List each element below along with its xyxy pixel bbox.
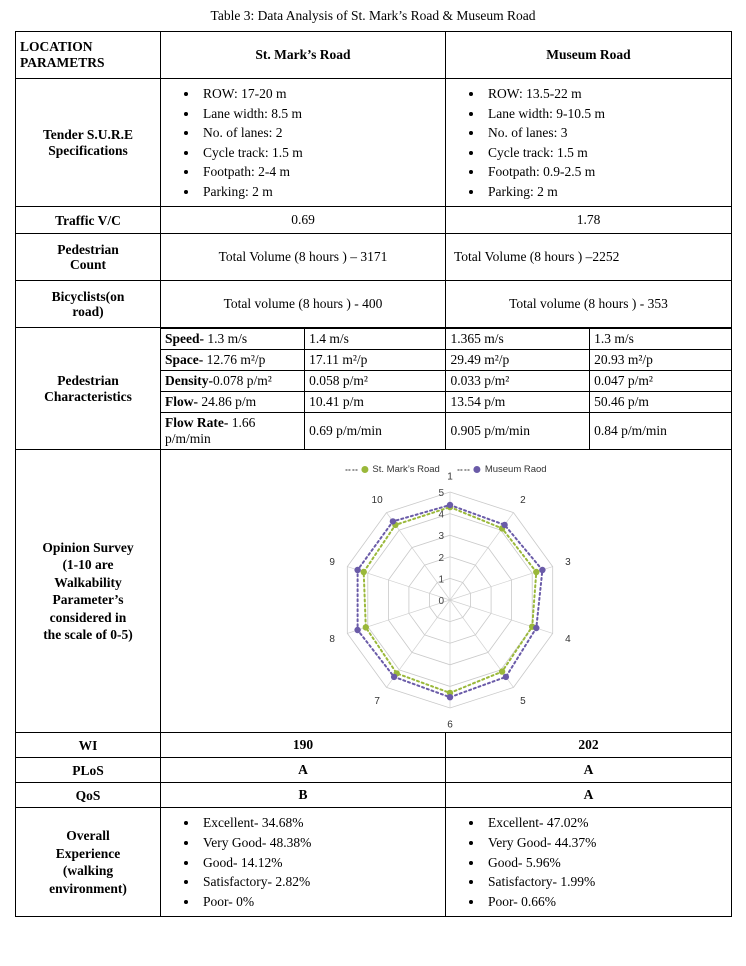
ped-char-label-line2: Characteristics — [44, 388, 132, 404]
metric-name-space: Space- — [165, 352, 204, 368]
pedestrian-count-label-line2: Count — [69, 257, 106, 273]
bicyclists-museum: Total volume (8 hours ) - 353 — [446, 281, 732, 328]
table-row — [161, 371, 731, 392]
list-item: • Good- 5.96% — [484, 853, 727, 873]
table-row-pedestrian-count — [16, 234, 732, 281]
table-row — [161, 413, 731, 450]
list-item: • Satisfactory- 2.82% — [199, 872, 441, 892]
row-label-traffic-vc: Traffic V/C — [16, 207, 161, 234]
metric-name-density: Density- — [165, 373, 213, 389]
metric-speed-c4: 1.3 m/s — [590, 329, 731, 350]
pedestrian-count-museum: Total Volume (8 hours ) –2252 — [446, 234, 732, 281]
plos-st-marks: A — [161, 758, 446, 783]
table-row-bicyclists — [16, 281, 732, 328]
wi-museum: 202 — [446, 733, 732, 758]
metric-density-c2: 0.058 p/m² — [305, 371, 446, 392]
table-row — [161, 392, 731, 413]
legend-dot-icon — [474, 466, 481, 473]
svg-text:9: 9 — [329, 557, 335, 569]
list-item: • Lane width: 8.5 m — [199, 104, 441, 124]
pedestrian-characteristics-grid — [161, 328, 732, 450]
metric-value: 12.76 m²/p — [206, 352, 266, 368]
overall-experience-museum — [446, 808, 732, 917]
list-item: • Cycle track: 1.5 m — [199, 143, 441, 163]
svg-text:5: 5 — [438, 488, 444, 500]
table-row-traffic-vc — [16, 207, 732, 234]
overall-experience-st-marks — [161, 808, 446, 917]
metric-name-speed: Speed- — [165, 331, 205, 347]
row-label-wi: WI — [16, 733, 161, 758]
legend-line-icon — [345, 469, 357, 471]
svg-text:3: 3 — [438, 531, 444, 543]
list-item: • Parking: 2 m — [484, 182, 727, 202]
plos-museum: A — [446, 758, 732, 783]
bicyclists-st-marks: Total volume (8 hours ) - 400 — [161, 281, 446, 328]
metric-flowrate-c2: 0.69 p/m/min — [305, 413, 446, 450]
row-label-overall-experience — [16, 808, 161, 917]
row-label-qos: QoS — [16, 783, 161, 808]
list-item: • Very Good- 48.38% — [199, 833, 441, 853]
opinion-survey-chart-cell — [161, 450, 732, 733]
table-row-qos — [16, 783, 732, 808]
qos-museum: A — [446, 783, 732, 808]
data-analysis-table — [15, 31, 732, 917]
metric-flow-c2: 10.41 p/m — [305, 392, 446, 413]
metric-value: 1.66 p/m/min — [165, 415, 256, 447]
list-item: • Excellent- 47.02% — [484, 813, 727, 833]
opinion-label-line3: Walkability — [54, 574, 122, 590]
list-item: • Footpath: 0.9-2.5 m — [484, 162, 727, 182]
qos-st-marks: B — [161, 783, 446, 808]
metric-density-c4: 0.047 p/m² — [590, 371, 731, 392]
metric-name-flowrate: Flow Rate- — [165, 415, 229, 431]
metric-density-c1 — [161, 371, 305, 392]
radar-chart-svg — [165, 452, 727, 730]
wi-st-marks: 190 — [161, 733, 446, 758]
list-item: • Satisfactory- 1.99% — [484, 872, 727, 892]
list-item: • ROW: 17-20 m — [199, 84, 441, 104]
table-row-opinion-survey — [16, 450, 732, 733]
metrics-subtable — [161, 328, 731, 449]
svg-text:1: 1 — [438, 574, 444, 586]
metric-space-c3: 29.49 m²/p — [446, 350, 590, 371]
legend-item-museum — [458, 464, 547, 475]
legend-label: Museum Raod — [484, 464, 547, 476]
table-row-pedestrian-characteristics — [16, 328, 732, 450]
location-label-line2: PARAMETRS — [20, 55, 105, 70]
radar-chart — [165, 452, 727, 730]
list-item: • Lane width: 9-10.5 m — [484, 104, 727, 124]
metric-space-c1 — [161, 350, 305, 371]
chart-legend — [345, 464, 546, 475]
list-item: • Parking: 2 m — [199, 182, 441, 202]
svg-text:4: 4 — [438, 509, 444, 521]
svg-text:2: 2 — [520, 495, 526, 507]
svg-text:4: 4 — [565, 634, 571, 646]
table-row — [161, 350, 731, 371]
list-item: • Poor- 0.66% — [484, 892, 727, 912]
metric-value: 0.078 p/m² — [213, 373, 272, 389]
metric-speed-c3: 1.365 m/s — [446, 329, 590, 350]
svg-text:5: 5 — [520, 696, 526, 708]
pedestrian-count-label-line1: Pedestrian — [57, 241, 119, 257]
metric-flowrate-c1 — [161, 413, 305, 450]
table-row-tender-specifications — [16, 79, 732, 207]
list-item: • ROW: 13.5-22 m — [484, 84, 727, 104]
metric-value: 24.86 p/m — [201, 394, 257, 410]
svg-text:2: 2 — [438, 553, 444, 565]
bicyclists-label-line2: road) — [72, 304, 104, 320]
table-header-row — [16, 32, 732, 79]
list-item: • Cycle track: 1.5 m — [484, 143, 727, 163]
opinion-label-line2: (1-10 are — [62, 557, 114, 573]
metric-value: 1.3 m/s — [207, 331, 248, 347]
tender-label-line1: Tender S.U.R.E — [42, 127, 134, 143]
metric-speed-c2: 1.4 m/s — [305, 329, 446, 350]
row-label-opinion-survey — [16, 450, 161, 733]
tender-specs-museum — [446, 79, 732, 207]
row-label-plos: PLoS — [16, 758, 161, 783]
svg-text:3: 3 — [565, 557, 571, 569]
opinion-label-line4: Parameter’s — [52, 592, 124, 608]
metric-density-c3: 0.033 p/m² — [446, 371, 590, 392]
list-item: • Poor- 0% — [199, 892, 441, 912]
svg-text:7: 7 — [374, 696, 380, 708]
ped-char-label-line1: Pedestrian — [57, 373, 119, 389]
metric-flow-c3: 13.54 p/m — [446, 392, 590, 413]
svg-text:8: 8 — [329, 634, 335, 646]
metric-flow-c4: 50.46 p/m — [590, 392, 731, 413]
list-item: • Good- 14.12% — [199, 853, 441, 873]
table-row — [161, 329, 731, 350]
legend-label: St. Mark’s Road — [372, 464, 440, 476]
metric-flow-c1 — [161, 392, 305, 413]
metric-name-flow: Flow- — [165, 394, 198, 410]
legend-item-st-marks — [345, 464, 439, 475]
svg-text:1: 1 — [447, 471, 453, 483]
pedestrian-count-st-marks: Total Volume (8 hours ) – 3171 — [161, 234, 446, 281]
svg-text:0: 0 — [438, 596, 444, 608]
legend-line-icon — [458, 469, 470, 471]
list-item: • No. of lanes: 2 — [199, 123, 441, 143]
list-item: • No. of lanes: 3 — [484, 123, 727, 143]
location-label-line1: LOCATION — [20, 39, 93, 55]
metric-space-c4: 20.93 m²/p — [590, 350, 731, 371]
table-row-wi — [16, 733, 732, 758]
column-header-museum-road: Museum Road — [446, 32, 732, 79]
overall-label-line1: Overall — [66, 828, 110, 844]
tender-specs-st-marks — [161, 79, 446, 207]
metric-flowrate-c3: 0.905 p/m/min — [446, 413, 590, 450]
svg-text:6: 6 — [447, 719, 453, 731]
list-item: • Footpath: 2-4 m — [199, 162, 441, 182]
opinion-label-line5: considered in — [49, 609, 127, 625]
tender-label-line2: Specifications — [48, 142, 128, 158]
location-parameters-header — [16, 32, 161, 79]
metric-speed-c1 — [161, 329, 305, 350]
bicyclists-label-line1: Bicyclists(on — [51, 288, 125, 304]
legend-dot-icon — [361, 466, 368, 473]
overall-label-line3: (walking — [62, 863, 114, 879]
svg-text:10: 10 — [371, 495, 383, 507]
column-header-st-marks-road: St. Mark’s Road — [161, 32, 446, 79]
traffic-vc-museum: 1.78 — [446, 207, 732, 234]
overall-label-line2: Experience — [55, 845, 121, 861]
list-item: • Excellent- 34.68% — [199, 813, 441, 833]
row-label-pedestrian-count — [16, 234, 161, 281]
traffic-vc-st-marks: 0.69 — [161, 207, 446, 234]
row-label-bicyclists — [16, 281, 161, 328]
metric-flowrate-c4: 0.84 p/m/min — [590, 413, 731, 450]
table-row-plos — [16, 758, 732, 783]
opinion-label-line1: Opinion Survey — [42, 539, 134, 555]
overall-label-line4: environment) — [49, 880, 127, 896]
row-label-pedestrian-characteristics — [16, 328, 161, 450]
row-label-tender-specifications — [16, 79, 161, 207]
opinion-label-line6: the scale of 0-5) — [43, 627, 133, 643]
list-item: • Very Good- 44.37% — [484, 833, 727, 853]
metric-space-c2: 17.11 m²/p — [305, 350, 446, 371]
table-caption: Table 3: Data Analysis of St. Mark’s Road & Museum Road — [210, 8, 536, 23]
table-row-overall-experience — [16, 808, 732, 917]
